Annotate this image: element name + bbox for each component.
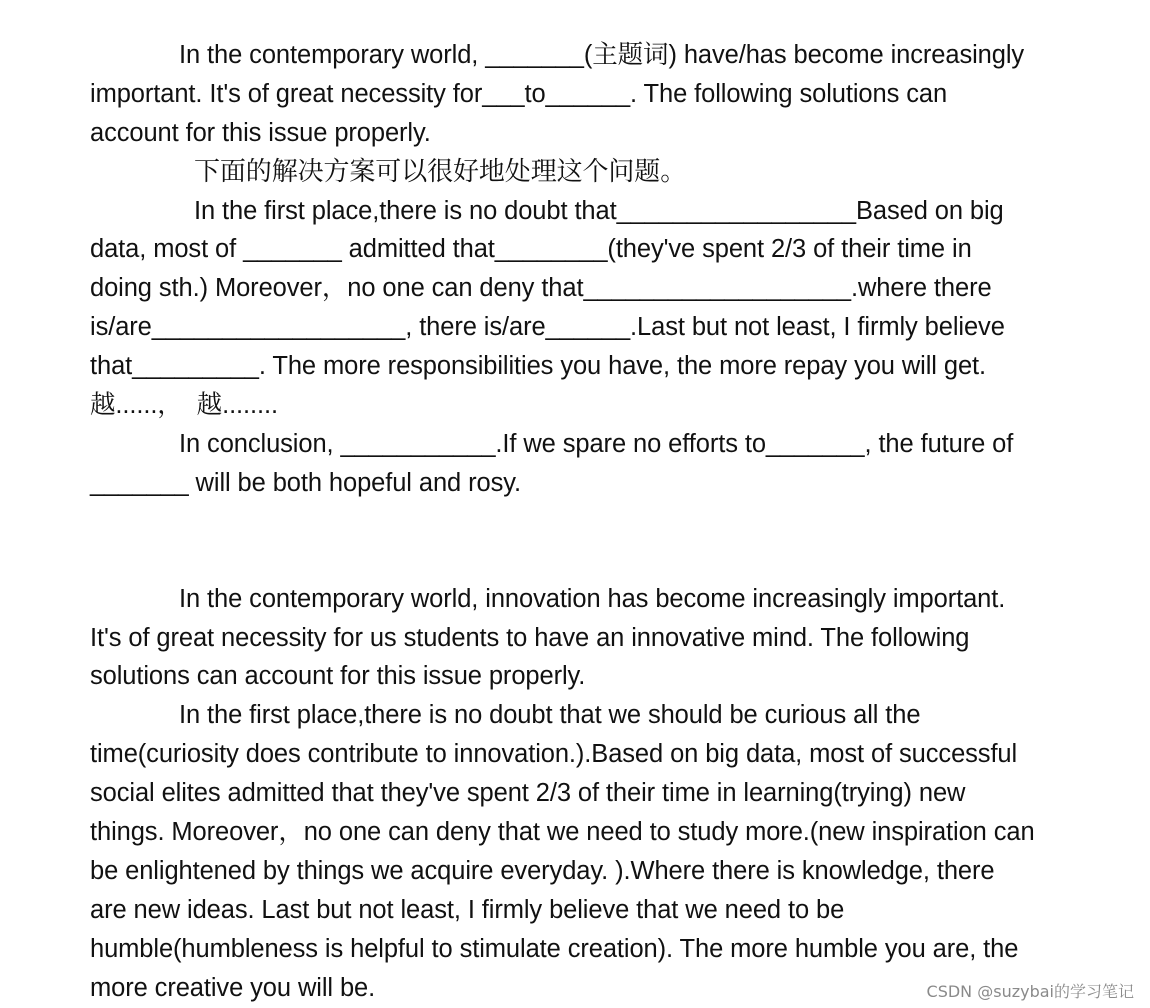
document-body [90,36,1135,1007]
section-spacer [90,503,1135,580]
template-chinese-note: 下面的解决方案可以很好地处理这个问题。 [194,156,687,187]
sample-line: In the first place,there is no doubt that we should be curious all the [179,701,921,730]
template-line: doing sth.) Moreover，no one can deny that___________________.where there [90,274,992,303]
template-line: In conclusion, ___________.If we spare no efforts to_______, the future of [179,429,1014,458]
sample-section [90,580,1135,1008]
sample-line: In the contemporary world, innovation has become increasingly important. [179,584,1006,613]
sample-line: solutions can account for this issue properly. [90,662,586,691]
template-chinese-note: 越......， 越........ [90,391,278,420]
template-line: In the contemporary world, _______(主题词) have/has become increasingly [179,41,1025,69]
sample-line: time(curiosity does contribute to innovation.).Based on big data, most of successful [90,740,1018,769]
template-line: important. It's of great necessity for___to______. The following solutions can [90,79,948,108]
template-line: _______ will be both hopeful and rosy. [90,468,521,497]
sample-line: It's of great necessity for us students to have an innovative mind. The following [90,623,970,652]
template-section [90,36,1135,503]
sample-line: be enlightened by things we acquire everyday. ).Where there is knowledge, there [90,856,995,885]
template-line: data, most of _______ admitted that________(they've spent 2/3 of their time in [90,235,972,264]
sample-line: humble(humbleness is helpful to stimulate creation). The more humble you are, the [90,934,1019,963]
template-line: is/are__________________, there is/are______.Last but not least, I firmly believe [90,313,1005,342]
sample-line: are new ideas. Last but not least, I firmly believe that we need to be [90,895,845,924]
sample-line: things. Moreover，no one can deny that we need to study more.(new inspiration can [90,818,1035,847]
template-line: In the first place,there is no doubt that_________________Based on big [194,196,1004,225]
watermark: CSDN @suzybai的学习笔记 [926,982,1134,1001]
template-line: that_________. The more responsibilities you have, the more repay you will get. [90,352,986,381]
sample-line: more creative you will be. [90,973,376,1002]
template-line: account for this issue properly. [90,118,431,147]
sample-line: social elites admitted that they've spent 2/3 of their time in learning(trying) new [90,779,966,808]
